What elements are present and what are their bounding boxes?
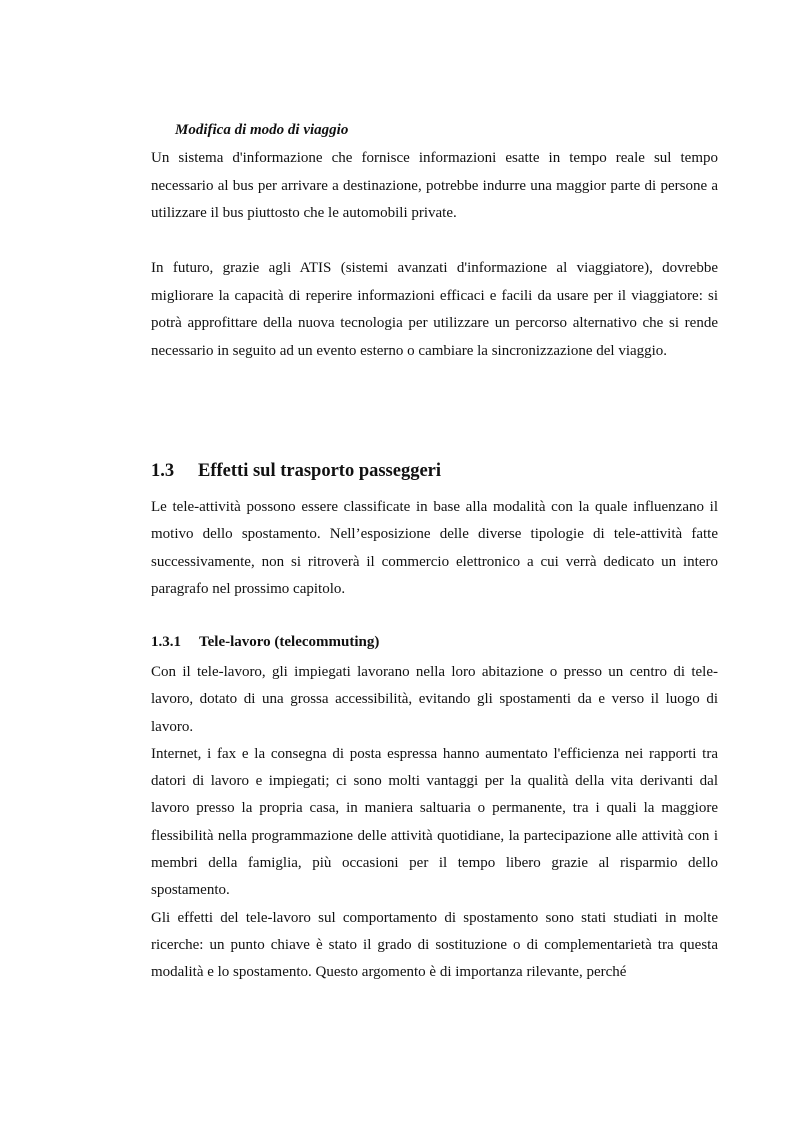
paragraph-3: Le tele-attività possono essere classificate in base alla modalità con la quale influenzano il motivo dello spostamento. Nell’esposizione delle diverse tipologie di tele-attività fatte successivamente, non si ritroverà il commercio elettronico a cui verrà dedicato un intero paragrafo nel prossimo capitolo.: [151, 499, 718, 597]
paragraph-4: Con il tele-lavoro, gli impiegati lavorano nella loro abitazione o presso un centro di tele-lavoro, dotato di una grossa accessibilità, evitando gli spostamenti da e verso il luogo di lavoro.: [151, 664, 718, 735]
paragraph-1-block: [151, 145, 718, 228]
paragraph-6: Gli effetti del tele-lavoro sul comportamento di spostamento sono stati studiati in molte ricerche: un punto chiave è stato il grado di sostituzione o di complementarietà tra questa modalità e lo spostamento. Questo argomento è di importanza rilevante, perché: [151, 909, 718, 981]
paragraph-1: Un sistema d'informazione che fornisce informazioni esatte in tempo reale sul tempo necessario al bus per arrivare a destinazione, potrebbe indurre una maggior parte di persone a utilizzare il bus piuttosto che le automobili private.: [151, 150, 718, 221]
section-number: 1.3: [151, 461, 175, 481]
subsection-heading-modifica: Modifica di modo di viaggio: [175, 122, 349, 138]
subsection-title: Tele-lavoro (telecommuting): [199, 634, 380, 650]
subsection-heading: [151, 634, 379, 651]
paragraph-5: Internet, i fax e la consegna di posta espressa hanno aumentato l'efficienza nei rapporti tra datori di lavoro e impiegati; ci sono molti vantaggi per la qualità della vita derivanti dal lavoro presso la propria casa, in maniera saltuaria o permanente, tra i quali la maggiore flessibilità nella programmazione delle attività quotidiane, la partecipazione alle attività con i membri della famiglia, più occasioni per il tempo libero grazie al risparmio dello spostamento.: [151, 745, 718, 899]
paragraph-2-block: [151, 255, 718, 365]
paragraph-2: In futuro, grazie agli ATIS (sistemi avanzati d'informazione al viaggiatore), dovrebbe migliorare la capacità di reperire informazioni efficaci e facili da usare per il viaggiatore: si potrà approfittare della nuova tecnologia per utilizzare un percorso alternativo che si rende necessario in seguito ad un evento esterno o cambiare la sincronizzazione del viaggio.: [151, 260, 718, 359]
paragraph-3-block: [151, 494, 718, 603]
body-text-block: [151, 659, 718, 987]
subsection-number: 1.3.1: [151, 634, 181, 650]
section-heading: [151, 461, 441, 482]
section-title: Effetti sul trasporto passeggeri: [198, 461, 442, 481]
